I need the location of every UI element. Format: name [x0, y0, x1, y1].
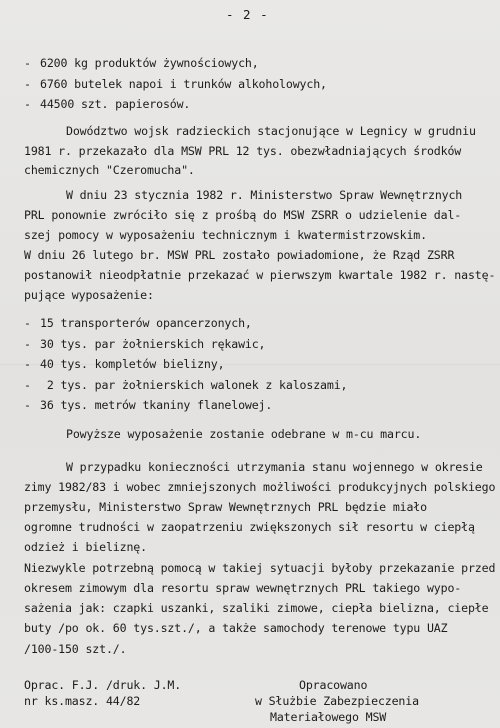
list-item: 6760 butelek napoi i trunków alkoholowych, — [40, 77, 327, 91]
paragraph-line: postanowił nieodpłatnie przekazać w pierwszym kwartale 1982 r. nastę- — [24, 268, 496, 282]
list-item: 2 tys. par żołnierskich walonek z kaloszami, — [40, 378, 348, 392]
paragraph-line: W przypadku konieczności utrzymania stanu wojennego w okresie — [66, 460, 483, 474]
paragraph-line: szej pomocy w wyposażeniu technicznym i kwatermistrzowskim. — [24, 228, 427, 242]
paragraph-line: przemysłu, Ministerstwo Spraw Wewnętrznych PRL będzie miało — [24, 500, 427, 514]
paragraph-line: W dniu 26 lutego br. MSW PRL zostało powiadomione, że Rząd ZSRR — [24, 248, 455, 262]
paragraph-line: W dniu 23 stycznia 1982 r. Ministerstwo Spraw Wewnętrznych — [66, 188, 463, 202]
footer-register-number: nr ks.masz. 44/82 — [24, 694, 141, 708]
paragraph-line: Niezwykle potrzebną pomocą w takiej sytuacji byłoby przekazanie przed — [24, 561, 496, 575]
bullet-dash: - — [24, 316, 31, 330]
list-item: 30 tys. par żołnierskich rękawic, — [40, 337, 266, 351]
list-item: 44500 szt. papierosów. — [40, 97, 191, 111]
bullet-dash: - — [24, 56, 31, 70]
paragraph-line: sażenia jak: czapki uszanki, szaliki zimowe, ciepła bielizna, ciepłe — [24, 601, 489, 615]
bullet-dash: - — [24, 378, 31, 392]
list-item: 40 tys. kompletów bielizny, — [40, 357, 225, 371]
paragraph-line: ogromne trudności w zaopatrzeniu zwiększonych sił resortu w ciepłą — [24, 520, 475, 534]
paragraph-line: 1981 r. przekazało dla MSW PRL 12 tys. obezwładniających środków — [24, 144, 462, 158]
bullet-dash: - — [24, 357, 31, 371]
bullet-dash: - — [24, 77, 31, 91]
footer-prepared-label: Opracowano — [299, 678, 368, 692]
bullet-dash: - — [24, 398, 31, 412]
paragraph-line: Dowództwo wojsk radzieckich stacjonujące w Legnicy w grudniu — [66, 124, 476, 138]
footer-department: w Służbie Zabezpieczenia — [255, 694, 419, 708]
page-number: - 2 - — [226, 7, 269, 22]
paragraph-line: chemicznych "Czeromucha". — [24, 163, 195, 177]
footer-preparer: Oprac. F.J. /druk. J.M. — [24, 678, 182, 692]
list-item: 15 transporterów opancerzonych, — [40, 316, 252, 330]
paragraph-line: odzież i bieliznę. — [24, 540, 147, 554]
footer-department-cont: Materiałowego MSW — [270, 710, 387, 724]
paragraph-line: zimy 1982/83 i wobec zmniejszonych możliwości produkcyjnych polskiego — [24, 480, 496, 494]
paragraph-line: buty /po ok. 60 tys.szt./, a także samochody terenowe typu UAZ — [24, 621, 448, 635]
paragraph-line: pujące wyposażenie: — [24, 288, 154, 302]
list-item: 6200 kg produktów żywnościowych, — [40, 56, 259, 70]
paragraph-line: okresem zimowym dla resortu spraw wewnętrznych PRL takiego wypo- — [24, 581, 462, 595]
bullet-dash: - — [24, 97, 31, 111]
bullet-dash: - — [24, 337, 31, 351]
paragraph-line: Powyższe wyposażenie zostanie odebrane w m-cu marcu. — [66, 427, 422, 441]
paragraph-line: PRL ponownie zwróciło się z prośbą do MSW ZSRR o udzielenie dal- — [24, 208, 462, 222]
list-item: 36 tys. metrów tkaniny flanelowej. — [40, 398, 273, 412]
paragraph-line: /100-150 szt./. — [24, 642, 127, 656]
